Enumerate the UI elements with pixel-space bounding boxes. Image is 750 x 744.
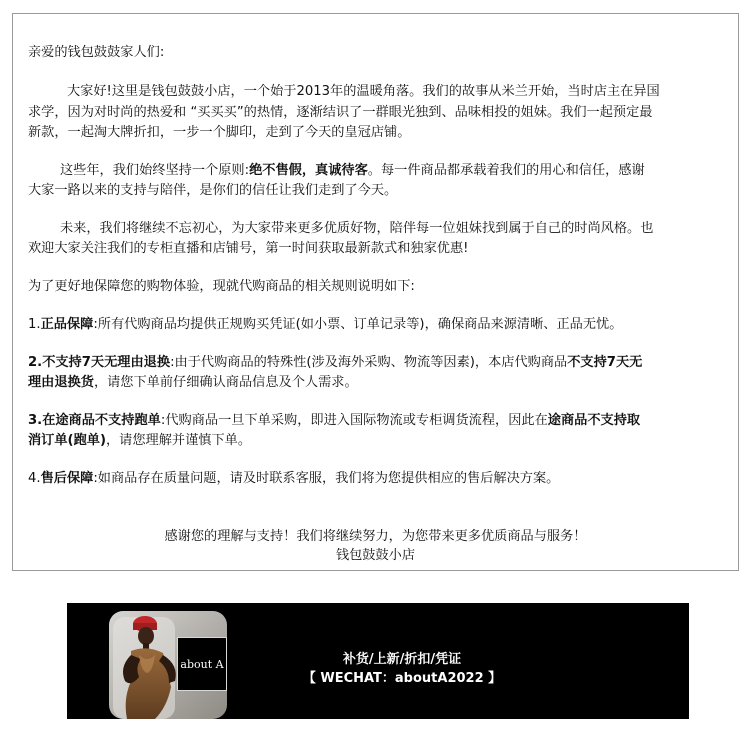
rule-4-title: 售后保障 (40, 471, 94, 486)
rule-2-bold-tail: 不支持7天无 (567, 355, 643, 370)
principle-post: 。每一件商品都承载着我们的用心和信任，感谢 (367, 163, 645, 178)
rule-2-num: 2. (28, 355, 43, 370)
principle-line-1 (60, 161, 645, 181)
intro-line-2: 求学，因为对时尚的热爱和 “买买买”的热情，逐渐结识了一群眼光独到、品味相投的姐妹。我们一起预定最 (28, 105, 653, 120)
rule-3-num: 3. (28, 413, 43, 428)
principle-line-2: 大家一路以来的支持与陪伴，是你们的信任让我们走到了今天。 (28, 183, 398, 198)
rule-2-body: :由于代购商品的特殊性(涉及海外采购、物流等因素)，本店代购商品 (170, 355, 568, 370)
rule-2-line-1 (28, 353, 642, 373)
services-text: 补货/上新/折扣/凭证 (342, 652, 462, 667)
rules-intro: 为了更好地保障您的购物体验，现就代购商品的相关规则说明如下: (28, 279, 415, 294)
rule-1-num: 1. (28, 317, 41, 332)
rule-3-line-2 (28, 431, 251, 451)
rule-3-title: 在途商品不支持跑单 (42, 413, 161, 428)
intro-line-1: 大家好!这里是钱包鼓鼓小店，一个始于2013年的温暖角落。我们的故事从米兰开始，当时店主在异国 (67, 84, 660, 99)
future-line-2: 欢迎大家关注我们的专柜直播和店铺号，第一时间获取最新款式和独家优惠! (28, 241, 469, 256)
rule-4 (28, 469, 559, 489)
rule-3-line-1 (28, 411, 640, 431)
store-signature: 钱包鼓鼓小店 (335, 548, 416, 563)
rule-1-title: 正品保障 (40, 317, 94, 332)
intro-line-3: 新款，一起淘大牌折扣，一步一个脚印，走到了今天的皇冠店铺。 (28, 125, 411, 140)
store-notice-card (12, 13, 739, 571)
rule-2-line-2 (28, 373, 358, 393)
rule-2-title: 不支持7天无理由退换 (42, 355, 171, 370)
wechat-id-text: 【 WECHAT：aboutA2022 】 (302, 671, 502, 686)
rule-2-body-2: ，请您下单前仔细确认商品信息及个人需求。 (93, 375, 358, 390)
wechat-banner (67, 603, 689, 719)
future-line-1: 未来，我们将继续不忘初心，为大家带来更多优质好物，陪伴每一位姐妹找到属于自己的时尚风格。也 (60, 221, 654, 236)
thanks-line: 感谢您的理解与支持！我们将继续努力，为您带来更多优质商品与服务！ (164, 529, 587, 544)
rule-3-body-2: ，请您理解并谨慎下单。 (106, 433, 252, 448)
principle-pre: 这些年，我们始终坚持一个原则: (60, 163, 250, 178)
rule-2-bold-head: 理由退换货 (28, 375, 94, 390)
rule-1-body: :所有代购商品均提供正规购买凭证(如小票、订单记录等)，确保商品来源清晰、正品无忧。 (93, 317, 623, 332)
rule-3-bold-head: 消订单(跑单) (28, 433, 106, 448)
principle-bold: 绝不售假，真诚待客 (249, 163, 368, 178)
rule-4-num: 4. (28, 471, 41, 486)
rule-1 (28, 315, 622, 335)
about-a-logo: about A (177, 637, 227, 691)
rule-3-body: :代购商品一旦下单采购，即进入国际物流或专柜调货流程，因此在 (160, 413, 548, 428)
rule-4-body: :如商品存在质量问题，请及时联系客服，我们将为您提供相应的售后解决方案。 (93, 471, 560, 486)
rule-3-bold-tail: 途商品不支持取 (547, 413, 641, 428)
greeting: 亲爱的钱包鼓鼓家人们: (28, 45, 165, 60)
